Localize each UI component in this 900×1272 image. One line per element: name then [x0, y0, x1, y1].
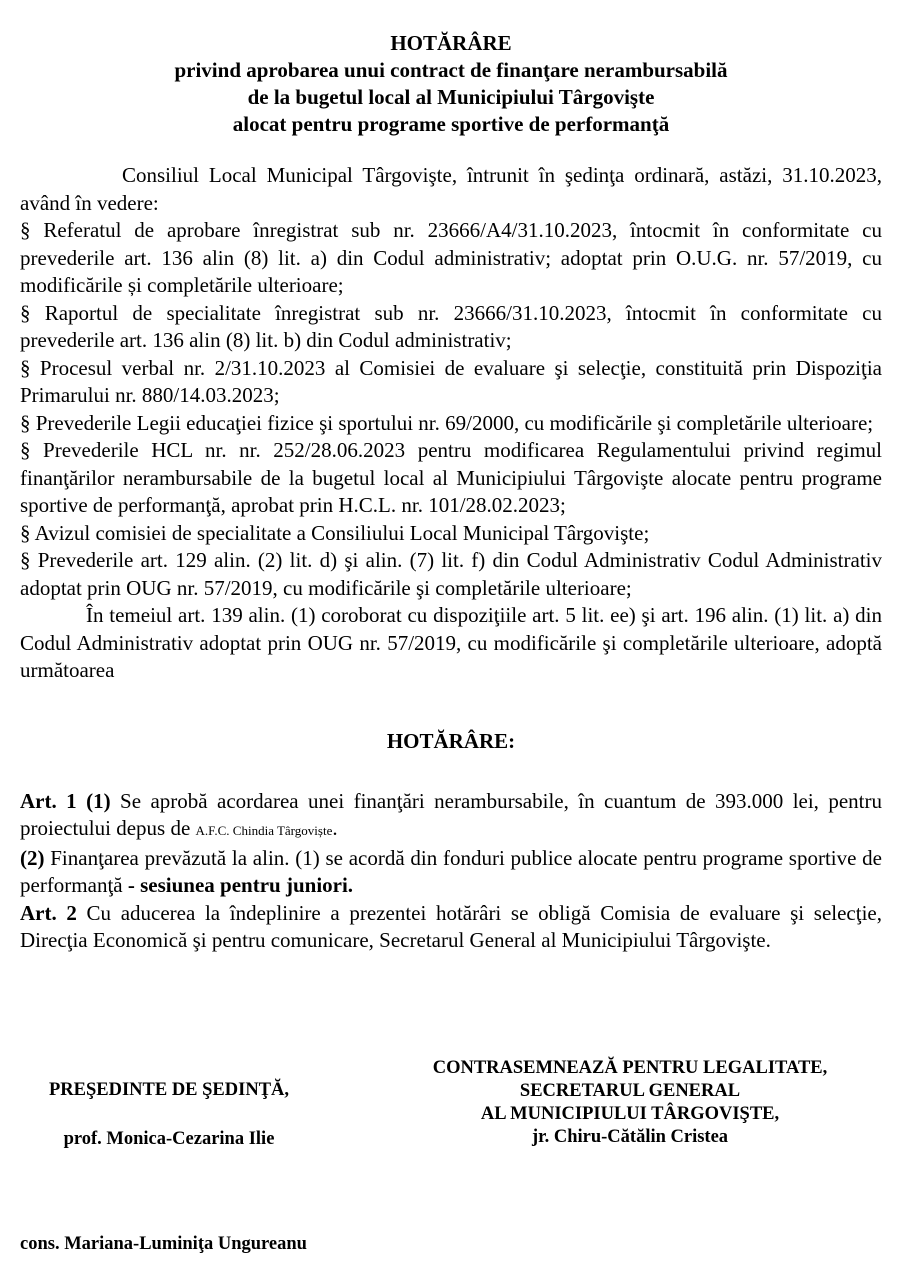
secretary-title: SECRETARUL GENERAL	[519, 1081, 741, 1101]
article-1-paragraph-1	[20, 788, 882, 845]
preamble-item: § Prevederile HCL nr. nr. 252/28.06.2023 pentru modificarea Regulamentului privind regimul finanţărilor nerambursabile de la bugetul local al Municipiului Târgovişte alocate pentru programe sportive de performanţă, aprobat prin H.C.L. nr. 101/28.02.2023;	[20, 438, 882, 517]
paragraph-label: (2)	[20, 845, 45, 870]
president-signature-block	[34, 1075, 304, 1148]
president-name: prof. Monica-Cezarina Ilie	[63, 1128, 275, 1149]
paragraph-text: Se aprobă acordarea unei finanţări nerambursabile, în cuantum de 393.000 lei, pentru proiectului depus de	[20, 788, 883, 840]
paragraph-end: .	[332, 816, 338, 840]
document-header	[20, 0, 882, 138]
article-2-label: Art. 2	[20, 900, 77, 925]
preamble-item: § Prevederile art. 129 alin. (2) lit. d) şi alin. (7) lit. f) din Codul Administrativ Codul Administrativ adoptat prin OUG nr. 57/2019, cu modificările şi completările ulterioare;	[20, 548, 882, 600]
subtitle-line: alocat pentru programe sportive de performanţă	[232, 112, 670, 136]
president-role: PREŞEDINTE DE ŞEDINŢĂ,	[48, 1080, 290, 1100]
preamble-intro: Consiliul Local Municipal Târgovişte, întrunit în şedinţa ordinară, astăzi, 31.10.2023, având în vedere:	[20, 163, 882, 215]
subtitle-line: privind aprobarea unui contract de finanţare nerambursabilă	[174, 58, 728, 82]
secretary-name: jr. Chiru-Cătălin Cristea	[531, 1127, 729, 1147]
legal-basis: În temeiul art. 139 alin. (1) coroborat cu dispoziţiile art. 5 lit. ee) şi art. 196 alin. (1) lit. a) din Codul Administrativ adoptat prin OUG nr. 57/2019, cu modificările şi completările ulterioare, adoptă următoarea	[20, 603, 882, 682]
article-2-text: Cu aducerea la îndeplinire a prezentei hotărâri se obligă Comisia de evaluare şi selecţie, Direcţia Economică şi pentru comunicare, Secretarul General al Municipiului Târgovişte.	[20, 900, 882, 952]
decision-heading: HOTĂRÂRE:	[386, 728, 516, 753]
preamble-item: § Avizul comisiei de specialitate a Consiliului Local Municipal Târgovişte;	[20, 520, 650, 545]
preamble	[20, 162, 882, 685]
municipality-line: AL MUNICIPIULUI TÂRGOVIŞTE,	[480, 1104, 780, 1124]
footer-signatory: cons. Mariana-Luminiţa Ungureanu	[20, 1234, 307, 1254]
paragraph-label: (1)	[86, 788, 111, 813]
secretary-signature-block	[400, 1057, 860, 1149]
article-1-label: Art. 1	[20, 788, 77, 813]
subtitle-line: de la bugetul local al Municipiului Târgovişte	[247, 85, 655, 109]
article-1-paragraph-2	[20, 845, 882, 900]
articles	[20, 788, 882, 955]
article-2	[20, 900, 882, 955]
countersign-line: CONTRASEMNEAZĂ PENTRU LEGALITATE,	[432, 1058, 828, 1078]
preamble-item: § Raportul de specialitate înregistrat sub nr. 23666/31.10.2023, întocmit în conformitate cu prevederile art. 136 alin (8) lit. b) din Codul administrativ;	[20, 300, 882, 352]
preamble-item: § Prevederile Legii educaţiei fizice şi sportului nr. 69/2000, cu modificările şi completările ulterioare;	[20, 410, 874, 435]
beneficiary-name: A.F.C. Chindia Târgoviște	[195, 823, 333, 838]
document-title: HOTĂRÂRE	[390, 31, 512, 55]
paragraph-text: Finanţarea prevăzută la alin. (1) se acordă din fonduri publice alocate pentru programe sportive de performanţă	[20, 845, 882, 897]
preamble-item: § Procesul verbal nr. 2/31.10.2023 al Comisiei de evaluare şi selecţie, constituită prin Dispoziţia Primarului nr. 880/14.03.2023;	[20, 355, 882, 407]
session-label: - sesiunea pentru juniori.	[127, 873, 354, 897]
preamble-item: § Referatul de aprobare înregistrat sub nr. 23666/A4/31.10.2023, întocmit în conformitate cu prevederile art. 136 alin (8) lit. a) din Codul administrativ; adoptat prin O.U.G. nr. 57/2019, cu modificările și completările ulterioare;	[20, 218, 882, 297]
